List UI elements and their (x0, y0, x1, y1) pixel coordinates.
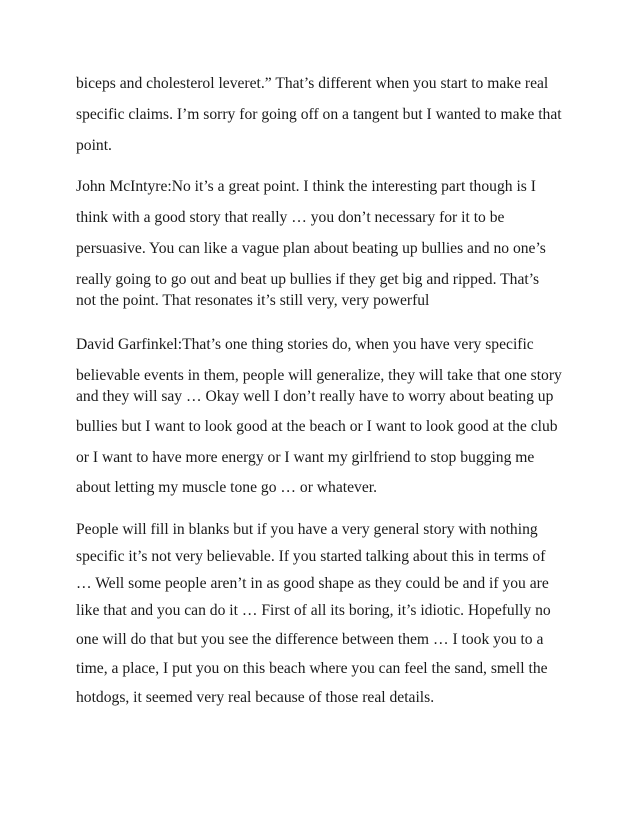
text-line: persuasive. You can like a vague plan about beating up bullies and no one’s (76, 240, 546, 257)
text-line: David Garfinkel:That’s one thing stories do, when you have very specific (76, 336, 534, 353)
text-line: … Well some people aren’t in as good shape as they could be and if you are (76, 575, 549, 592)
text-line: and they will say … Okay well I don’t really have to worry about beating up (76, 388, 554, 405)
text-line: time, a place, I put you on this beach where you can feel the sand, smell the (76, 660, 548, 677)
text-line: John McIntyre:No it’s a great point. I think the interesting part though is I (76, 178, 536, 195)
text-line: People will fill in blanks but if you have a very general story with nothing (76, 521, 538, 538)
text-line: biceps and cholesterol leveret.” That’s different when you start to make real (76, 75, 549, 92)
text-line: specific claims. I’m sorry for going off on a tangent but I wanted to make that (76, 106, 562, 123)
text-line: specific it’s not very believable. If you started talking about this in terms of (76, 548, 546, 565)
text-line: like that and you can do it … First of all its boring, it’s idiotic. Hopefully no (76, 602, 551, 619)
text-line: about letting my muscle tone go … or whatever. (76, 479, 377, 496)
text-line: really going to go out and beat up bullies if they get big and ripped. That’s (76, 271, 540, 288)
text-line: one will do that but you see the difference between them … I took you to a (76, 631, 544, 648)
text-line: point. (76, 137, 112, 154)
text-line: think with a good story that really … you don’t necessary for it to be (76, 209, 505, 226)
text-line: bullies but I want to look good at the beach or I want to look good at the club (76, 418, 558, 435)
text-line: believable events in them, people will generalize, they will take that one story (76, 367, 562, 384)
text-line: hotdogs, it seemed very real because of those real details. (76, 689, 435, 706)
text-line: or I want to have more energy or I want my girlfriend to stop bugging me (76, 449, 535, 466)
text-line: not the point. That resonates it’s still very, very powerful (76, 292, 430, 309)
